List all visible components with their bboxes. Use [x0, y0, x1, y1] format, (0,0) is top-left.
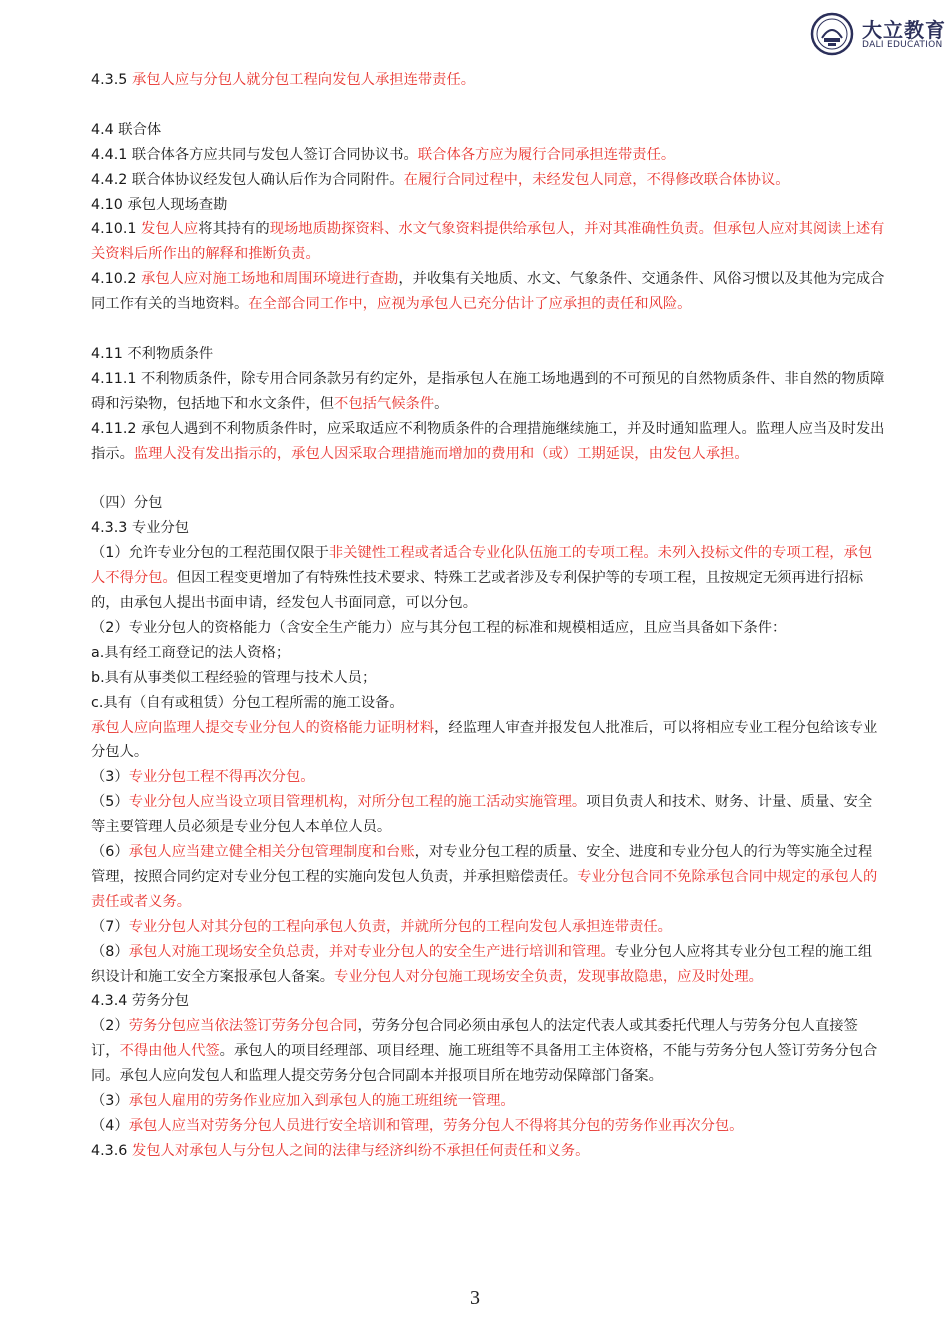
paragraph — [91, 1139, 885, 1164]
paragraph — [91, 790, 885, 840]
paragraph — [91, 118, 885, 143]
body-text: （2） — [91, 1018, 129, 1035]
body-text: b.具有从事类似工程经验的管理与技术人员； — [91, 669, 377, 686]
body-text: 4.10.1 — [91, 221, 142, 238]
paragraph — [91, 1089, 885, 1114]
body-text: ，经监理人审查并报发包人批准后，可以将相应专业工程分包给该专业分包人。 — [91, 719, 878, 761]
body-text: ，对专业分包工程的质量、安全、进度和专业分包人的行为等实施全过程管理，按照合同约定对专业分包工程的实施向发包人负责，并承担赔偿责任。 — [91, 844, 873, 885]
body-text: 专业分包人应将其专业分包工程的施工组织设计和施工安全方案报承包人备案。 — [91, 943, 873, 985]
body-text: 但因工程变更增加了有特殊性技术要求、特殊工艺或者涉及专利保护等的专项工程，且按规定无须再进行招标的，由承包人提出书面申请，经发包人书面同意，可以分包。 — [91, 570, 864, 611]
paragraph — [91, 1114, 885, 1139]
paragraph-gap — [91, 466, 885, 491]
body-text: 4.3.4 劳务分包 — [91, 993, 190, 1010]
highlighted-text: 发包人对承包人与分包人之间的法律与经济纠纷不承担任何责任和义务。 — [131, 1142, 590, 1159]
body-text: 4.3.3 专业分包 — [91, 520, 190, 537]
highlighted-text: 监理人没有发出指示的，承包人因采取合理措施而增加的费用和（或）工期延误，由发包人承担。 — [133, 445, 749, 462]
paragraph — [91, 367, 885, 417]
paragraph — [91, 765, 885, 790]
body-text: ，劳务分包合同必须由承包人的法定代表人或其委托代理人与劳务分包人直接签订， — [91, 1018, 858, 1060]
body-text: 4.3.5 — [91, 72, 132, 88]
body-text: （5） — [91, 794, 129, 811]
highlighted-text: 承包人应当建立健全相关分包管理制度和台账 — [128, 844, 415, 861]
body-text: ，并收集有关地质、水文、气象条件、交通条件、风俗习惯以及其他为完成合同工作有关的当地资料。 — [91, 271, 885, 313]
paragraph — [91, 940, 885, 990]
document-body — [91, 68, 885, 1164]
highlighted-text: 承包人应与分包人就分包工程向发包人承担连带责任。 — [131, 72, 476, 88]
dali-emblem-icon — [810, 12, 854, 56]
body-text: a.具有经工商登记的法人资格； — [91, 644, 291, 661]
body-text: 4.11.1 不利物质条件，除专用合同条款另有约定外，是指承包人在施工场地遇到的不可预见的自然物质条件、非自然的物质障碍和污染物，包括地下和水文条件，但 — [91, 370, 885, 412]
body-text: （7） — [91, 918, 129, 935]
body-text: （3） — [91, 769, 129, 786]
highlighted-text: 承包人应向监理人提交专业分包人的资格能力证明材料 — [91, 719, 435, 736]
body-text: 4.4.2 联合体协议经发包人确认后作为合同附件。 — [91, 171, 404, 188]
body-text: 将其持有的 — [198, 221, 270, 238]
body-text: （4） — [91, 1118, 129, 1135]
paragraph — [91, 68, 885, 93]
paragraph — [91, 143, 885, 168]
highlighted-text: 现场地质勘探资料、水文气象资料提供给承包人，并对其准确性负责。但承包人应对其阅读上述有关资料后所作出的解释和推断负责。 — [91, 221, 885, 263]
highlighted-text: 专业分包人对分包施工现场安全负责，发现事故隐患，应及时处理。 — [334, 968, 763, 985]
highlighted-text: 专业分包合同不免除承包合同中规定的承包人的责任或者义务。 — [91, 868, 878, 910]
paragraph — [91, 641, 885, 666]
body-text: 4.11.2 承包人遇到不利物质条件时，应采取适应不利物质条件的合理措施继续施工，并及时通知监理人。监理人应当及时发出指示。 — [91, 420, 885, 462]
highlighted-text: 不得由他人代签 — [119, 1043, 220, 1060]
body-text: 4.4 联合体 — [91, 121, 162, 138]
body-text: 4.10.2 — [91, 271, 142, 288]
paragraph — [91, 989, 885, 1014]
highlighted-text: 承包人应当对劳务分包人员进行安全培训和管理，劳务分包人不得将其分包的劳务作业再次分包。 — [128, 1118, 744, 1135]
highlighted-text: 专业分包人对其分包的工程向承包人负责，并就所分包的工程向发包人承担连带责任。 — [128, 918, 672, 935]
paragraph — [91, 915, 885, 940]
paragraph — [91, 417, 885, 467]
highlighted-text: 专业分包工程不得再次分包。 — [128, 769, 315, 786]
body-text: 4.11 不利物质条件 — [91, 345, 214, 362]
body-text: 4.10 承包人现场查勘 — [91, 196, 228, 213]
paragraph — [91, 691, 885, 716]
body-text: 4.3.6 — [91, 1142, 132, 1159]
paragraph — [91, 666, 885, 691]
body-text: （8） — [91, 943, 129, 960]
body-text: 4.4.1 联合体各方应共同与发包人签订合同协议书。 — [91, 146, 418, 163]
highlighted-text: 在全部合同工作中，应视为承包人已充分估计了应承担的责任和风险。 — [248, 296, 692, 313]
body-text: c.具有（自有或租赁）分包工程所需的施工设备。 — [91, 694, 404, 711]
body-text: （2）专业分包人的资格能力（含安全生产能力）应与其分包工程的标准和规模相适应，且应当具备如下条件： — [91, 619, 787, 636]
paragraph — [91, 168, 885, 193]
paragraph — [91, 342, 885, 367]
highlighted-text: 发包人应 — [141, 221, 199, 238]
body-text: 项目负责人和技术、财务、计量、质量、安全等主要管理人员必须是专业分包人本单位人员。 — [91, 794, 873, 836]
paragraph-gap — [91, 93, 885, 118]
logo — [806, 12, 950, 58]
highlighted-text: 非关键性工程或者适合专业化队伍施工的专项工程。未列入投标文件的专项工程，承包人不得分包。 — [91, 545, 873, 587]
logo-subtitle: DALI EDUCATION — [862, 40, 943, 50]
highlighted-text: 承包人应对施工场地和周围环境进行查勘 — [141, 271, 399, 288]
paragraph-gap — [91, 317, 885, 342]
logo-name: 大立教育 — [862, 18, 946, 42]
highlighted-text: 在履行合同过程中，未经发包人同意，不得修改联合体协议。 — [403, 171, 790, 188]
highlighted-text: 联合体各方应为履行合同承担连带责任。 — [417, 146, 676, 163]
body-text: 。 — [434, 395, 449, 412]
body-text: （3） — [91, 1093, 129, 1110]
highlighted-text: 专业分包人应当设立项目管理机构，对所分包工程的施工活动实施管理。 — [128, 794, 587, 811]
body-text: （四）分包 — [91, 495, 163, 512]
highlighted-text: 承包人对施工现场安全负总责，并对专业分包人的安全生产进行培训和管理。 — [128, 943, 615, 960]
paragraph — [91, 491, 885, 516]
body-text: 。承包人的项目经理部、项目经理、施工班组等不具备用工主体资格，不能与劳务分包人签订劳务分包合同。承包人应向发包人和监理人提交劳务分包合同副本并报项目所在地劳动保障部门备案。 — [91, 1043, 878, 1085]
paragraph — [91, 1014, 885, 1089]
highlighted-text: 劳务分包应当依法签订劳务分包合同 — [128, 1018, 358, 1035]
page-number: 3 — [470, 1287, 480, 1309]
paragraph — [91, 840, 885, 915]
paragraph — [91, 193, 885, 218]
paragraph — [91, 616, 885, 641]
body-text: （6） — [91, 844, 129, 861]
paragraph — [91, 516, 885, 541]
body-text: （1）允许专业分包的工程范围仅限于 — [91, 545, 329, 562]
highlighted-text: 不包括气候条件 — [334, 395, 435, 412]
paragraph — [91, 217, 885, 267]
paragraph — [91, 716, 885, 766]
paragraph — [91, 541, 885, 616]
paragraph — [91, 267, 885, 317]
highlighted-text: 承包人雇用的劳务作业应加入到承包人的施工班组统一管理。 — [128, 1093, 515, 1110]
